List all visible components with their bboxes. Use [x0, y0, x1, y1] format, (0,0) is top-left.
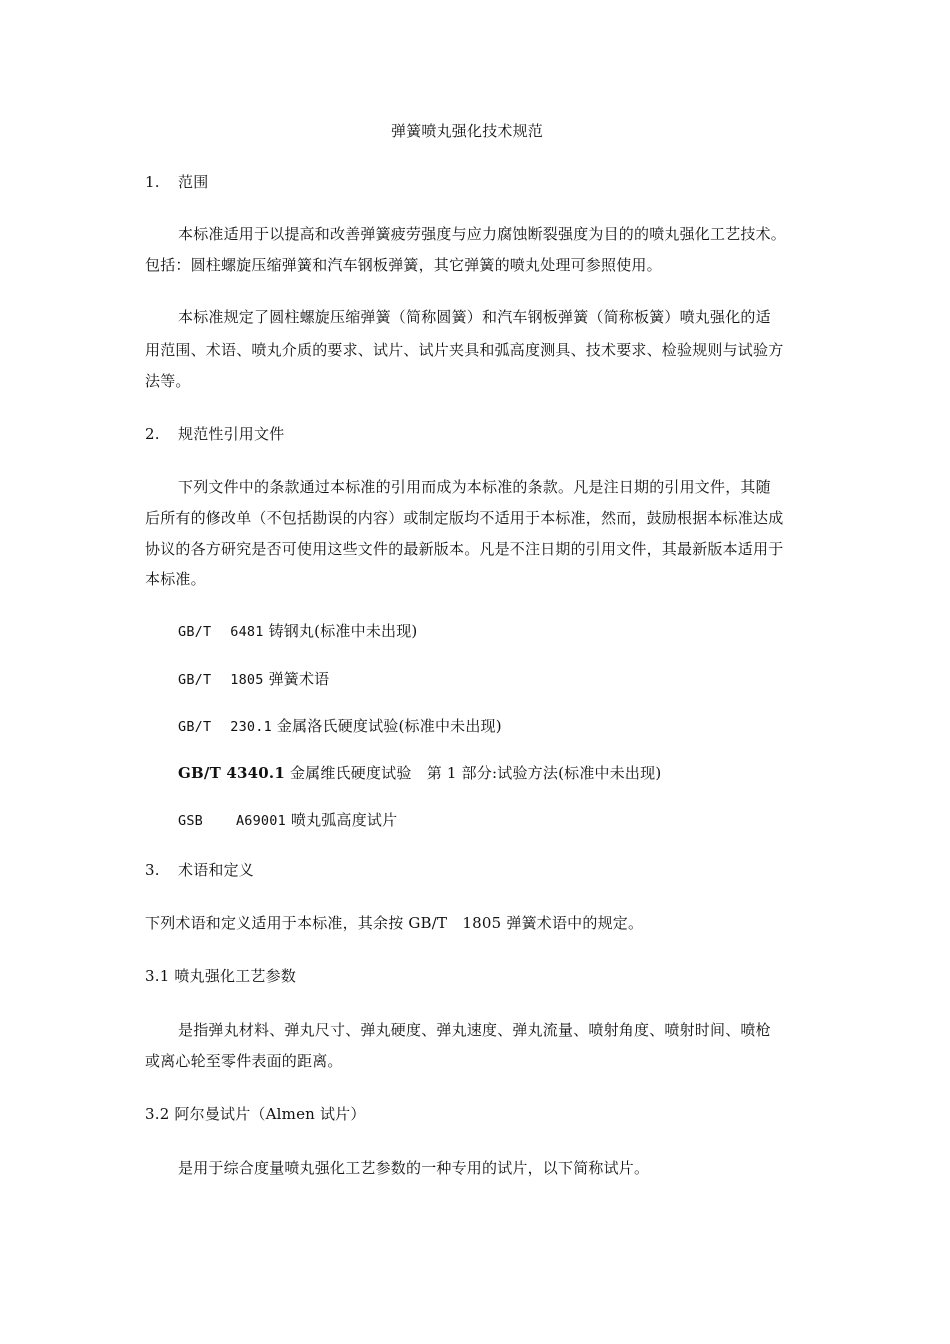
reference-number: A69001 — [235, 813, 286, 829]
section-heading: 范围 — [178, 173, 209, 191]
reference-desc: 铸钢丸(标准中未出现) — [268, 622, 418, 640]
paragraph-line: 下列文件中的条款通过本标准的引用而成为本标准的条款。凡是注日期的引用文件，其随 — [178, 478, 771, 496]
paragraph-line: 下列术语和定义适用于本标准，其余按 GB/T 1805 弹簧术语中的规定。 — [145, 914, 644, 932]
paragraph-line: 用范围、术语、喷丸介质的要求、试片、试片夹具和弧高度测具、技术要求、检验规则与试验方 — [145, 341, 784, 359]
paragraph-line: 是用于综合度量喷丸强化工艺参数的一种专用的试片，以下简称试片。 — [178, 1159, 650, 1177]
section-heading: 规范性引用文件 — [178, 425, 285, 443]
section-heading-number: 2. — [145, 425, 160, 443]
paragraph-line: 本标准规定了圆柱螺旋压缩弹簧（简称圆簧）和汽车钢板弹簧（简称板簧）喷丸强化的适 — [178, 308, 771, 326]
reference-number: 1805 — [230, 672, 264, 688]
reference-code: GB/T — [178, 719, 212, 735]
reference-item — [178, 717, 502, 736]
paragraph-line: 本标准适用于以提高和改善弹簧疲劳强度与应力腐蚀断裂强度为目的的喷丸强化工艺技术。 — [178, 225, 787, 243]
reference-code: GB/T — [178, 672, 212, 688]
paragraph-line: 协议的各方研究是否可使用这些文件的最新版本。凡是不注日期的引用文件，其最新版本适用于 — [145, 540, 784, 558]
reference-item — [178, 764, 661, 782]
paragraph-line: 包括：圆柱螺旋压缩弹簧和汽车钢板弹簧，其它弹簧的喷丸处理可参照使用。 — [145, 256, 662, 274]
reference-number: 230.1 — [230, 719, 272, 735]
reference-desc: 金属洛氏硬度试验(标准中未出现) — [276, 717, 502, 735]
subsection-heading: 3.1 喷丸强化工艺参数 — [145, 967, 297, 985]
reference-code: GB/T 4340.1 — [178, 764, 285, 782]
reference-desc: 喷丸弧高度试片 — [290, 811, 398, 829]
section-heading-number: 3. — [145, 861, 160, 879]
paragraph-line: 法等。 — [145, 372, 191, 390]
paragraph-line: 是指弹丸材料、弹丸尺寸、弹丸硬度、弹丸速度、弹丸流量、喷射角度、喷射时间、喷枪 — [178, 1021, 771, 1039]
subsection-heading: 3.2 阿尔曼试片（Almen 试片） — [145, 1105, 366, 1123]
reference-code: GB/T — [178, 624, 212, 640]
paragraph-line: 或离心轮至零件表面的距离。 — [145, 1052, 343, 1070]
document-title: 弹簧喷丸强化技术规范 — [391, 122, 544, 140]
reference-item — [178, 670, 329, 689]
reference-desc: 金属维氏硬度试验 第 1 部分:试验方法(标准中未出现) — [289, 764, 662, 782]
section-heading-number: 1. — [145, 173, 160, 191]
reference-desc: 弹簧术语 — [268, 670, 330, 688]
reference-number: 6481 — [230, 624, 264, 640]
paragraph-line: 本标准。 — [145, 570, 206, 588]
reference-item — [178, 622, 417, 641]
section-heading: 术语和定义 — [178, 861, 255, 879]
reference-item — [178, 811, 397, 830]
reference-code: GSB — [178, 813, 203, 829]
paragraph-line: 后所有的修改单（不包括勘误的内容）或制定版均不适用于本标准，然而，鼓励根据本标准达成 — [145, 509, 784, 527]
